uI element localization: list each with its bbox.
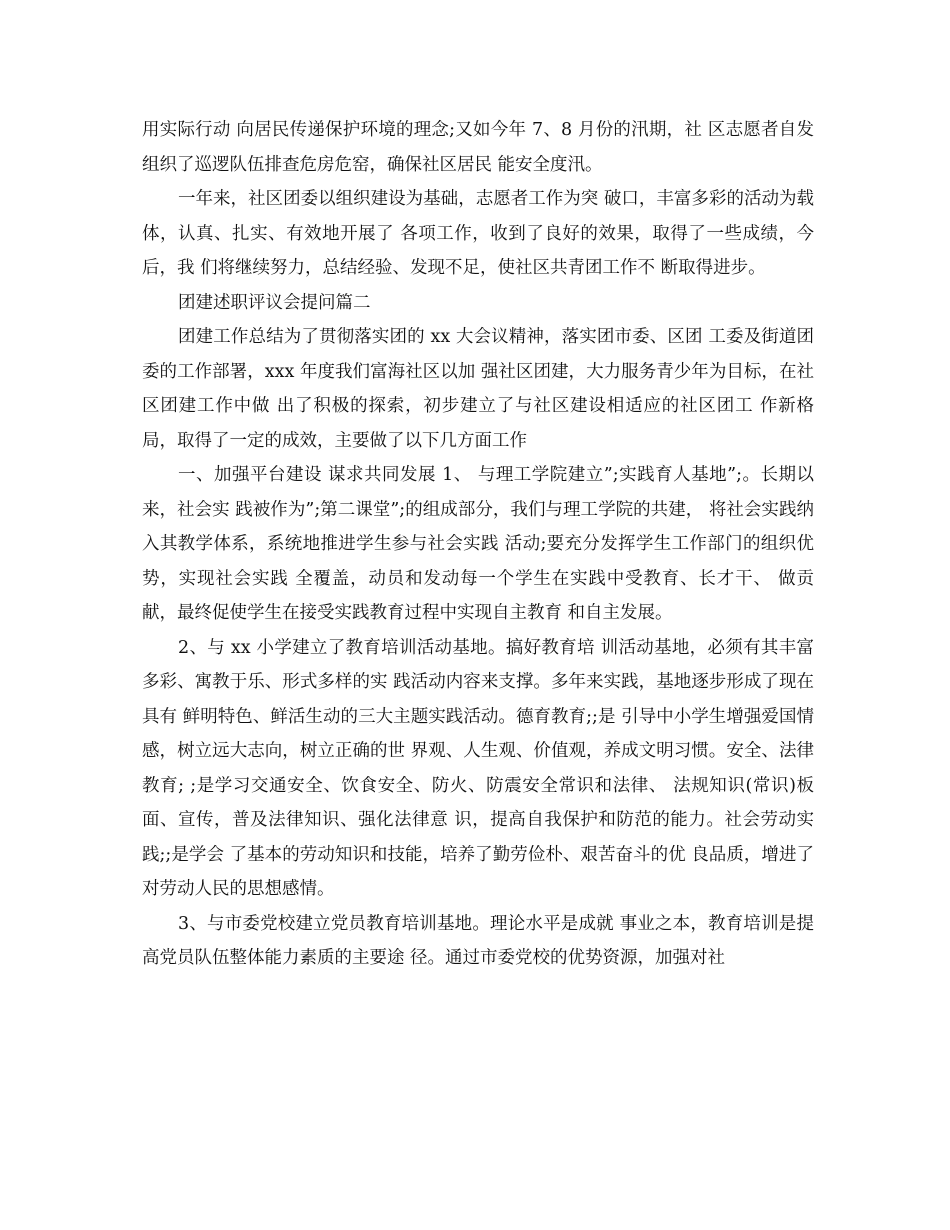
- paragraph-4: 一、加强平台建设 谋求共同发展 1、 与理工学院建立”;实践育人基地”;。长期以来，社会实 践被作为”;第二课堂”;的组成部分，我们与理工学院的共建， 将社会实践纳入其教学体系，系统地推进学生参与社会实践 活动;要充分发挥学生工作部门的组织优势，实现社会实践 全覆盖，动员和发动每一个学生在实践中受教育、长才干、 做贡献，最终促使学生在接受实践教育过程中实现自主教育 和自主发展。: [142, 465, 814, 623]
- paragraph-2: 一年来，社区团委以组织建设为基础，志愿者工作为突 破口，丰富多彩的活动为载体，认真、扎实、有效地开展了 各项工作，收到了良好的效果，取得了一些成绩，今后，我 们将继续努力，总结经验、发现不足，使社区共青团工作不 断取得进步。: [142, 189, 814, 278]
- document-body: [142, 113, 814, 976]
- paragraph-5: 2、与 xx 小学建立了教育培训活动基地。搞好教育培 训活动基地，必须有其丰富多彩、寓教于乐、形式多样的实 践活动内容来支撑。多年来实践，基地逐步形成了现在具有 鲜明特色、鲜活生动的三大主题实践活动。德育教育;;是 引导中小学生增强爱国情感，树立远大志向，树立正确的世 界观、人生观、价值观，养成文明习惯。安全、法律教育; ;是学习交通安全、饮食安全、防火、防震安全常识和法律、 法规知识(常识)板面、宣传，普及法律知识、强化法律意 识，提高自我保护和防范的能力。社会劳动实践;;是学会 了基本的劳动知识和技能，培养了勤劳俭朴、艰苦奋斗的优 良品质，增进了对劳动人民的思想感情。: [142, 637, 814, 899]
- paragraph-6: 3、与市委党校建立党员教育培训基地。理论水平是成就 事业之本，教育培训是提高党员队伍整体能力素质的主要途 径。通过市委党校的优势资源，加强对社: [142, 913, 814, 968]
- section-heading: 团建述职评议会提问篇二: [178, 292, 371, 313]
- paragraph-1: 用实际行动 向居民传递保护环境的理念;又如今年 7、8 月份的汛期，社 区志愿者自发组织了巡逻队伍排查危房危窑，确保社区居民 能安全度汛。: [142, 120, 814, 175]
- paragraph-3: 团建工作总结为了贯彻落实团的 xx 大会议精神，落实团市委、区团 工委及街道团委的工作部署，xxx 年度我们富海社区以加 强社区团建，大力服务青少年为目标，在社区团建工作中做 出了积极的探索，初步建立了与社区建设相适应的社区团工 作新格局，取得了一定的成效，主要做了以下几方面工作: [142, 327, 814, 451]
